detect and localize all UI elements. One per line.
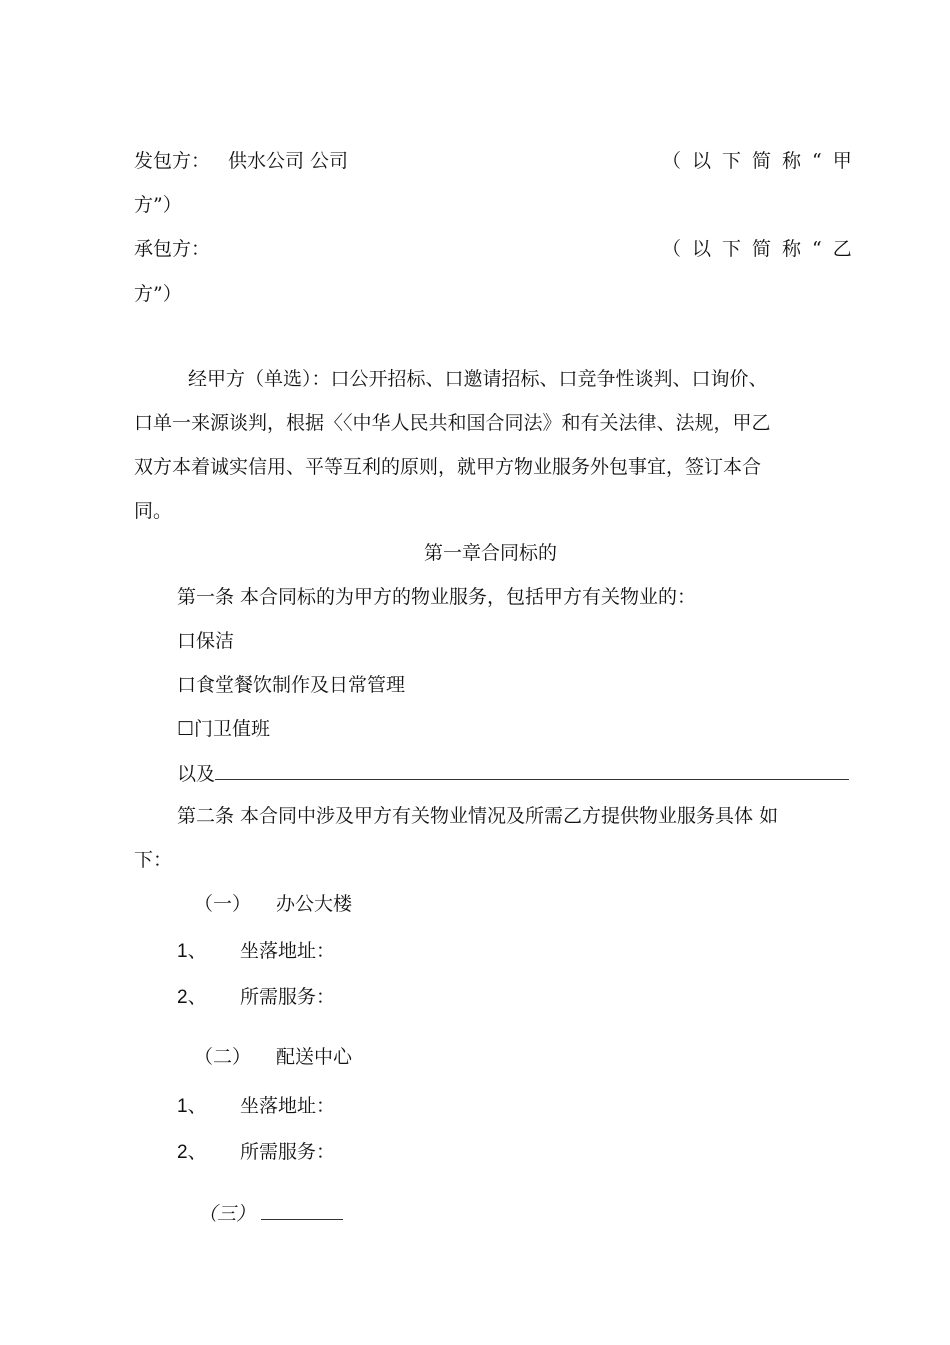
article-1: 第一条 本合同标的为甲方的物业服务，包括甲方有关物业的： <box>177 586 697 608</box>
section-2-name: 配送中心 <box>276 1046 353 1068</box>
other-services-line <box>177 763 849 784</box>
party-b-suffix-wrap: 方”） <box>134 283 182 305</box>
section-2-index: （二） <box>194 1046 252 1068</box>
other-label: 以及 <box>177 763 216 785</box>
preamble-line-1: 经甲方（单选）：口公开招标、口邀请招标、口竞争性谈判、口询价、 <box>188 368 768 390</box>
party-b-label: 承包方： <box>134 238 211 260</box>
section-2-item-1-label: 坐落地址： <box>240 1095 336 1117</box>
section-1-item-2-num: 2、 <box>177 987 207 1008</box>
preamble-line-4: 同。 <box>134 500 173 522</box>
option-guard: ☐门卫值班 <box>177 718 271 740</box>
section-1-item-1-label: 坐落地址： <box>240 940 336 962</box>
option-cleaning: 口保洁 <box>177 630 235 652</box>
section-2-item-1-num: 1、 <box>177 1096 207 1117</box>
section-3-blank <box>261 1203 343 1220</box>
section-2-item-2-label: 所需服务： <box>240 1141 336 1163</box>
section-1-item-2-label: 所需服务： <box>240 986 336 1008</box>
section-1-item-1-num: 1、 <box>177 941 207 962</box>
article-2-line-2: 下： <box>134 849 173 871</box>
section-1-name: 办公大楼 <box>276 893 353 915</box>
article-2-line-1: 第二条 本合同中涉及甲方有关物业情况及所需乙方提供物业服务具体 如 <box>177 805 779 827</box>
preamble-line-2: 口单一来源谈判，根据〈〈中华人民共和国合同法》和有关法律、法规，甲乙 <box>134 412 771 434</box>
section-1-index: （一） <box>194 893 252 915</box>
section-3-index: （三） <box>198 1203 256 1225</box>
section-2-item-2-num: 2、 <box>177 1142 207 1163</box>
party-a-suffix-wrap: 方”） <box>134 194 182 216</box>
section-3-line <box>198 1203 343 1224</box>
party-a-label: 发包方： <box>134 150 211 172</box>
preamble-line-3: 双方本着诚实信用、平等互利的原则，就甲方物业服务外包事宜，签订本合 <box>134 456 762 478</box>
chapter-title: 第一章合同标的 <box>424 542 558 564</box>
party-b-suffix: （以下简称“乙 <box>662 238 863 260</box>
party-a-name: 供水公司 公司 <box>228 150 349 172</box>
option-canteen: 口食堂餐饮制作及日常管理 <box>177 674 406 696</box>
other-services-blank <box>215 763 849 780</box>
party-a-suffix: （以下简称“甲 <box>662 150 863 172</box>
